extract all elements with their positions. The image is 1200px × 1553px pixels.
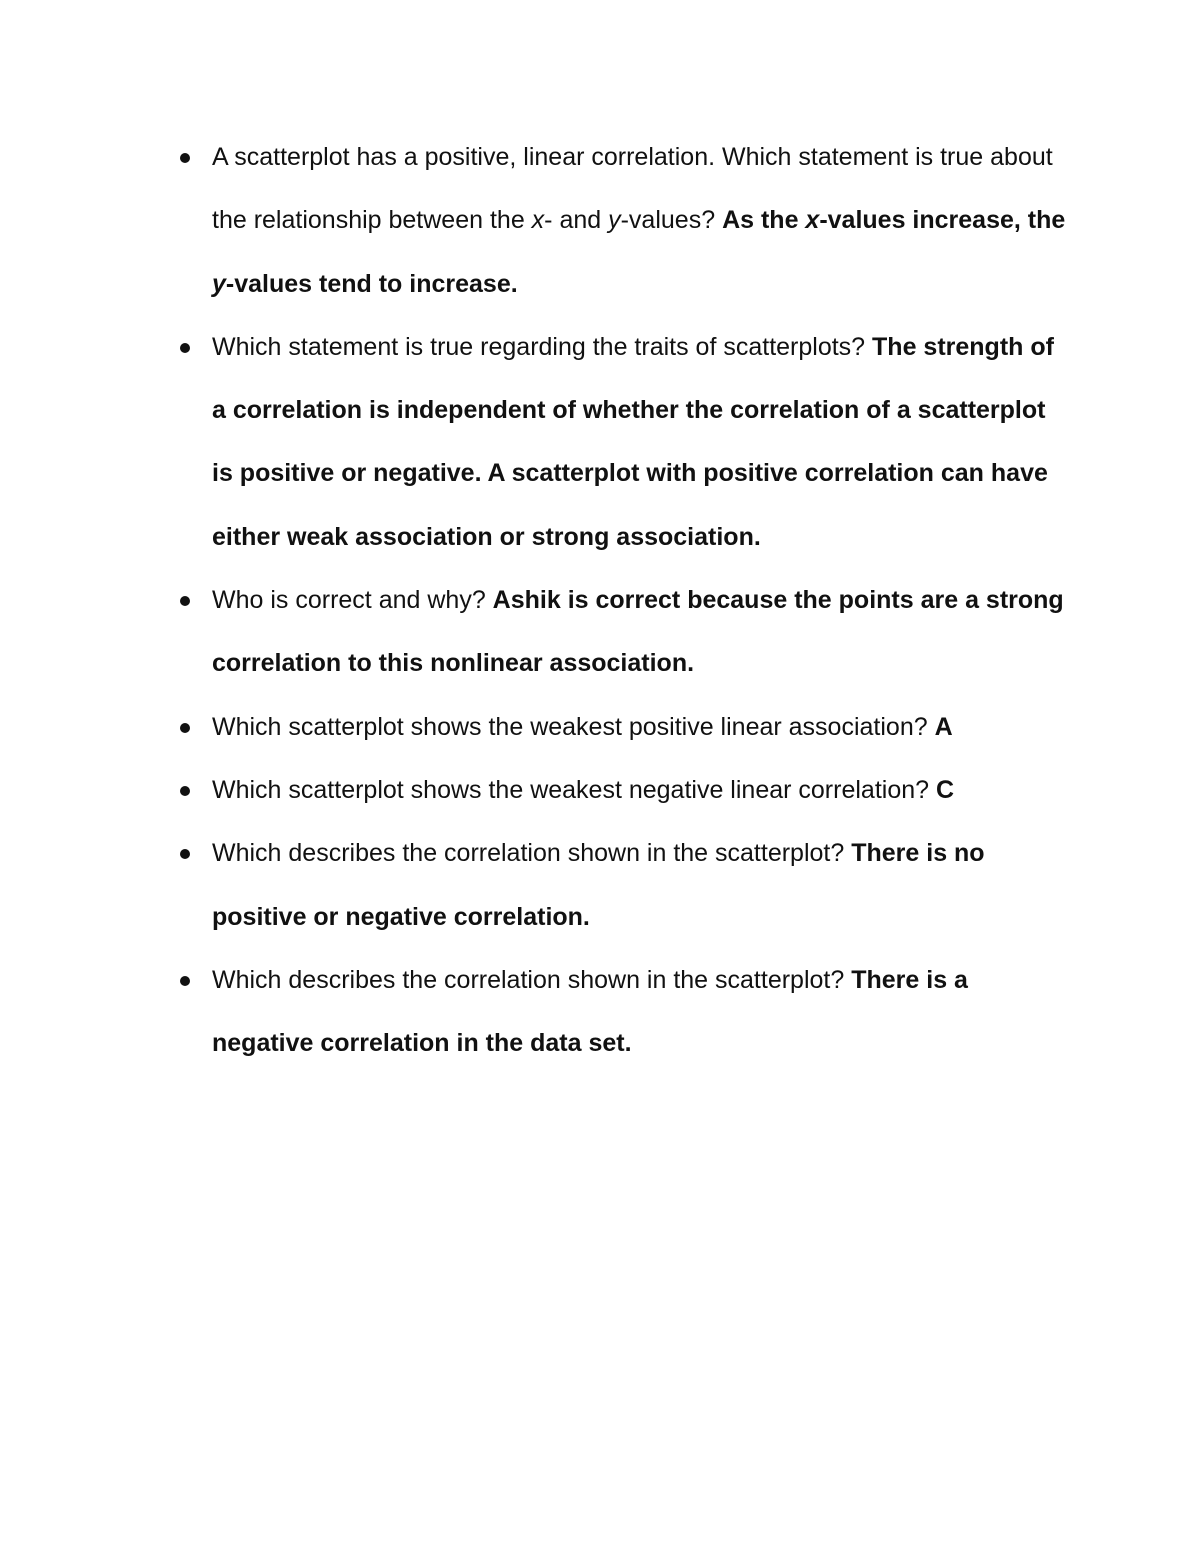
list-item xyxy=(212,569,1072,696)
question-text: Which statement is true regarding the traits of scatterplots? xyxy=(212,332,873,361)
qa-list xyxy=(212,126,1072,1075)
question-text: Which scatterplot shows the weakest positive linear association? xyxy=(212,712,935,741)
bullet-icon xyxy=(180,786,190,796)
question-text: Which scatterplot shows the weakest negative linear correlation? xyxy=(212,775,936,804)
question-text: Which describes the correlation shown in the scatterplot? xyxy=(212,839,852,868)
question-text: A scatterplot has a positive, linear correlation. Which statement is true about the relationship between the x- and y-values? xyxy=(212,143,1053,235)
answer-text: There is a negative correlation in the data set. xyxy=(212,965,968,1058)
answer-text: There is no positive or negative correlation. xyxy=(212,839,985,931)
list-item xyxy=(212,316,1072,569)
list-item xyxy=(212,822,1072,949)
answer-text: Ashik is correct because the points are a strong correlation to this nonlinear association. xyxy=(212,586,1064,678)
bullet-icon xyxy=(180,153,190,163)
answer-text: The strength of a correlation is independent of whether the correlation of a scatterplot is positive or negative. A scatterplot with positive correlation can have either weak association or strong association. xyxy=(212,332,1054,551)
answer-text: C xyxy=(935,775,955,804)
answer-text: A xyxy=(934,712,953,741)
bullet-icon xyxy=(180,849,190,859)
question-text: Which describes the correlation shown in the scatterplot? xyxy=(212,965,852,994)
list-item xyxy=(212,949,1072,1076)
bullet-icon xyxy=(180,343,190,353)
answer-text: As the x-values increase, the y-values tend to increase. xyxy=(212,206,1066,298)
question-text: Who is correct and why? xyxy=(212,586,493,615)
bullet-icon xyxy=(180,976,190,986)
list-item xyxy=(212,126,1072,316)
bullet-icon xyxy=(180,723,190,733)
list-item xyxy=(212,759,1072,822)
list-item xyxy=(212,696,1072,759)
bullet-icon xyxy=(180,596,190,606)
